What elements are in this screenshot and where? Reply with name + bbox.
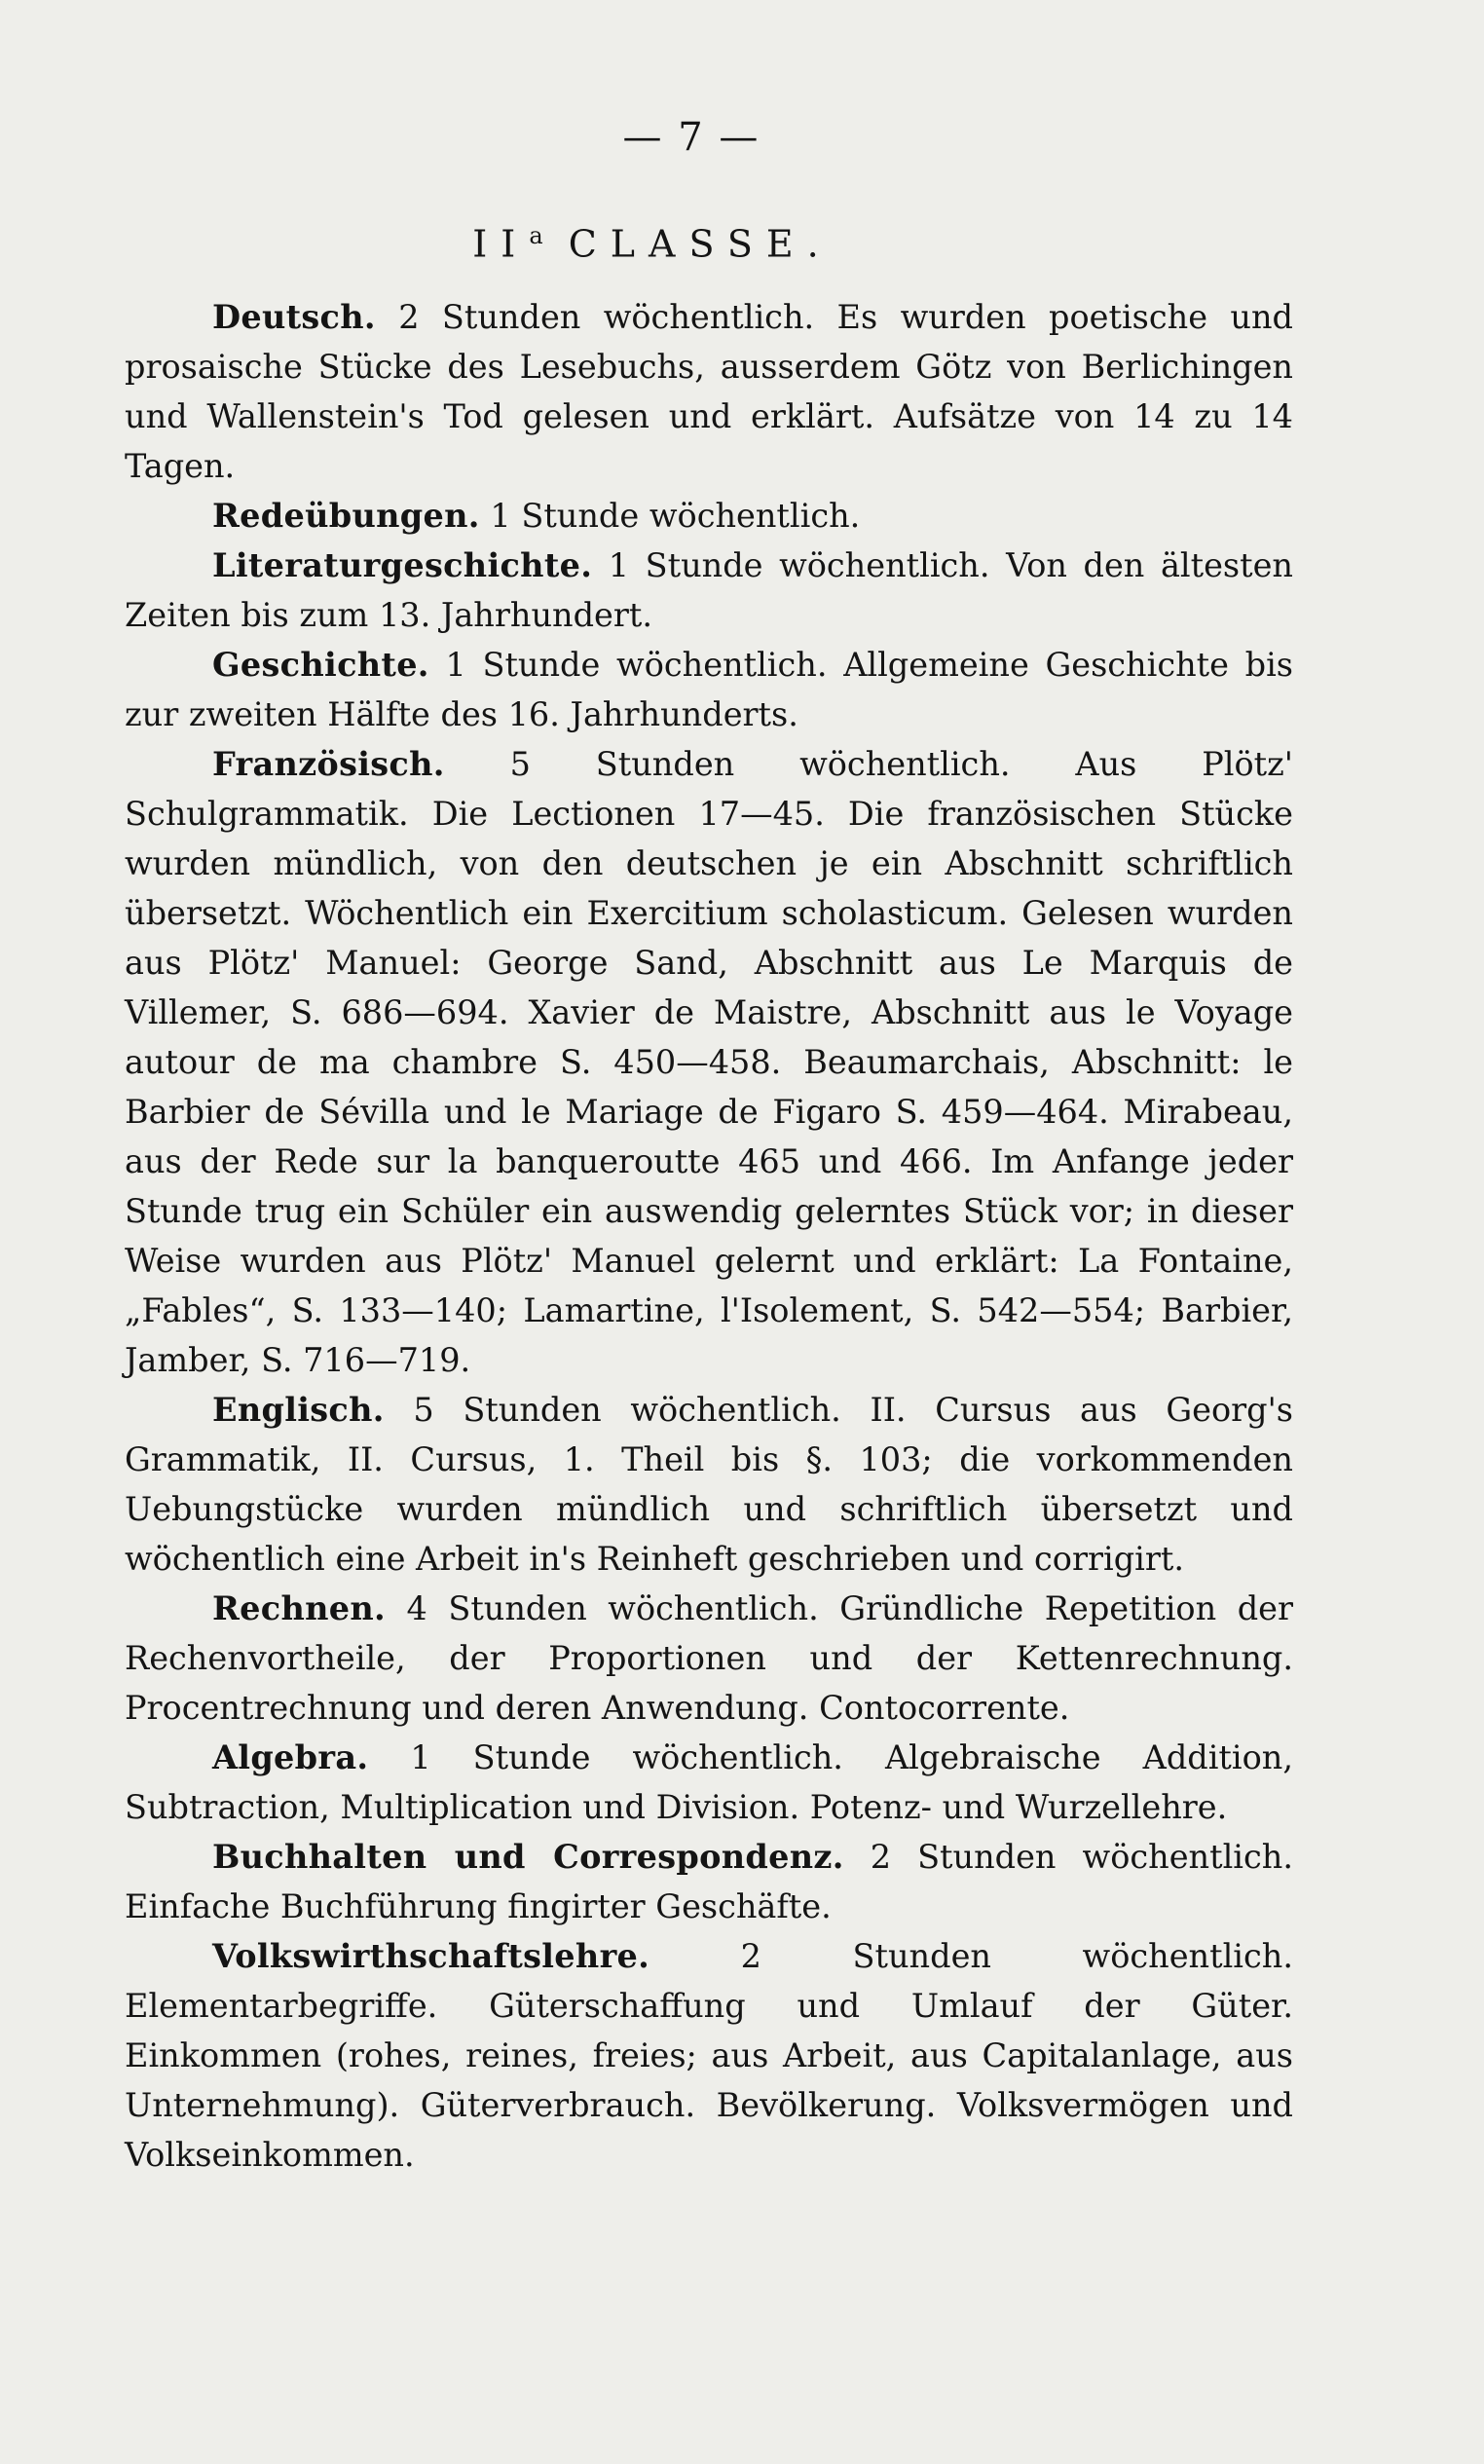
subject-title: Deutsch. [212, 298, 376, 336]
subject-text: 5 Stunden wöchentlich. II. Cursus aus Georg's Grammatik, II. Cursus, 1. Theil bis §. 103; die vorkommenden Uebungstücke wurden mündlich und schriftlich übersetzt und wöchentlich eine Arbeit in's Reinheft geschrieben und corrigirt. [125, 1391, 1293, 1578]
heading-superscript: a [529, 222, 543, 249]
subject-title: Literaturgeschichte. [212, 546, 593, 584]
section-volkswirthschaftslehre [125, 1931, 1293, 2180]
subject-text: 2 Stunden wöchentlich. Es wurden poetische und prosaische Stücke des Lesebuchs, ausserdem Götz von Berlichingen und Wallenstein's Tod gelesen und erklärt. Aufsätze von 14 zu 14 Tagen. [125, 298, 1293, 485]
section-englisch [125, 1385, 1293, 1584]
section-geschichte [125, 640, 1293, 739]
section-rechnen [125, 1584, 1293, 1733]
subject-title: Volkswirthschaftslehre. [212, 1937, 650, 1975]
section-redeuebungen [125, 491, 1293, 541]
subject-text: 1 Stunde wöchentlich. [490, 497, 861, 535]
section-buchhalten [125, 1832, 1293, 1931]
subject-title: Rechnen. [212, 1589, 386, 1627]
subject-text: 1 Stunde wöchentlich. Allgemeine Geschichte bis zur zweiten Hälfte des 16. Jahrhunderts. [125, 646, 1293, 733]
subject-text: 2 Stunden wöchentlich. Elementarbegriffe. Güterschaffung und Umlauf der Güter. Einkommen (rohes, reines, freies; aus Arbeit, aus Capitalanlage, aus Unternehmung). Güterverbrauch. Bevölkerung. Volksvermögen und Volkseinkommen. [125, 1937, 1293, 2174]
subject-text: 5 Stunden wöchentlich. Aus Plötz' Schulgrammatik. Die Lectionen 17—45. Die französischen Stücke wurden mündlich, von den deutschen je ein Abschnitt schriftlich übersetzt. Wöchentlich ein Exercitium scholasticum. Gelesen wurden aus Plötz' Manuel: George Sand, Abschnitt aus Le Marquis de Villemer, S. 686—694. Xavier de Maistre, Abschnitt aus le Voyage autour de ma chambre S. 450—458. Beaumarchais, Abschnitt: le Barbier de Sévilla und le Mariage de Figaro S. 459—464. Mirabeau, aus der Rede sur la banqueroutte 465 und 466. Im Anfange jeder Stunde trug ein Schüler ein auswendig gelerntes Stück vor; in dieser Weise wurden aus Plötz' Manuel gelernt und erklärt: La Fontaine, „Fables“, S. 133—140; Lamartine, l'Isolement, S. 542—554; Barbier, Jamber, S. 716—719. [125, 745, 1293, 1379]
subject-text: 1 Stunde wöchentlich. Algebraische Addition, Subtraction, Multiplication und Division. Potenz- und Wurzellehre. [125, 1738, 1293, 1826]
subject-text: 1 Stunde wöchentlich. Von den ältesten Zeiten bis zum 13. Jahrhundert. [125, 546, 1293, 634]
section-deutsch [125, 292, 1293, 491]
subject-title: Geschichte. [212, 646, 429, 684]
subject-title: Englisch. [212, 1391, 385, 1429]
subject-text: 4 Stunden wöchentlich. Gründliche Repetition der Rechenvortheile, der Proportionen und der Kettenrechnung. Procentrechnung und deren Anwendung. Contocorrente. [125, 1589, 1293, 1727]
subject-title: Redeübungen. [212, 497, 480, 535]
section-literaturgeschichte [125, 541, 1293, 640]
heading-roman: II [472, 222, 530, 266]
subject-text: 2 Stunden wöchentlich. Einfache Buchführung fingirter Geschäfte. [125, 1838, 1293, 1925]
section-algebra [125, 1733, 1293, 1832]
curriculum-body [125, 292, 1293, 2180]
subject-title: Algebra. [212, 1738, 369, 1776]
class-heading [0, 222, 1305, 266]
heading-title: CLASSE. [568, 222, 833, 266]
subject-title: Buchhalten und Correspondenz. [212, 1838, 844, 1876]
section-franzoesisch [125, 739, 1293, 1385]
page-number: — 7 — [622, 115, 761, 160]
subject-title: Französisch. [212, 745, 445, 783]
